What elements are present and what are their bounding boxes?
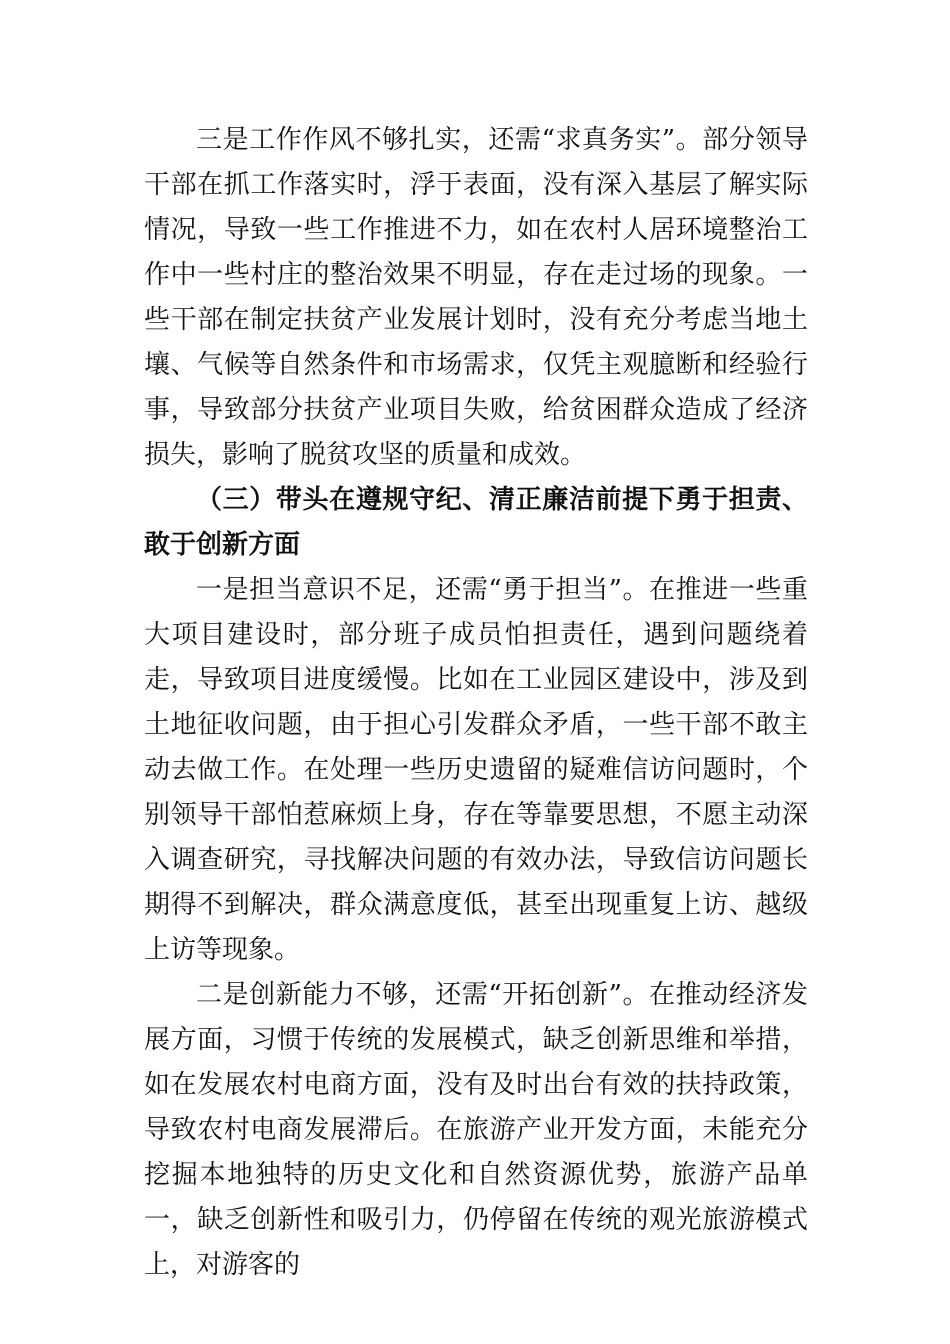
section-heading-3: （三）带头在遵规守纪、清正廉洁前提下勇于担责、敢于创新方面 xyxy=(144,485,808,560)
document-body xyxy=(144,118,808,1288)
paragraph-innovation: 二是创新能力不够，还需“开拓创新”。在推动经济发展方面，习惯于传统的发展模式，缺乏创新思维和举措，如在发展农村电商方面，没有及时出台有效的扶持政策，导致农村电商发展滞后。在旅游产业开发方面，未能充分挖掘本地独特的历史文化和自然资源优势，旅游产品单一，缺乏创新性和吸引力，仍停留在传统的观光旅游模式上，对游客的 xyxy=(144,980,808,1280)
paragraph-responsibility: 一是担当意识不足，还需“勇于担当”。在推进一些重大项目建设时，部分班子成员怕担责任，遇到问题绕着走，导致项目进度缓慢。比如在工业园区建设中，涉及到土地征收问题，由于担心引发群众矛盾，一些干部不敢主动去做工作。在处理一些历史遗留的疑难信访问题时，个别领导干部怕惹麻烦上身，存在等靠要思想，不愿主动深入调查研究，寻找解决问题的有效办法，导致信访问题长期得不到解决，群众满意度低，甚至出现重复上访、越级上访等现象。 xyxy=(144,575,808,965)
paragraph-work-style: 三是工作作风不够扎实，还需“求真务实”。部分领导干部在抓工作落实时，浮于表面，没有深入基层了解实际情况，导致一些工作推进不力，如在农村人居环境整治工作中一些村庄的整治效果不明显，存在走过场的现象。一些干部在制定扶贫产业发展计划时，没有充分考虑当地土壤、气候等自然条件和市场需求，仅凭主观臆断和经验行事，导致部分扶贫产业项目失败，给贫困群众造成了经济损失，影响了脱贫攻坚的质量和成效。 xyxy=(144,125,808,470)
